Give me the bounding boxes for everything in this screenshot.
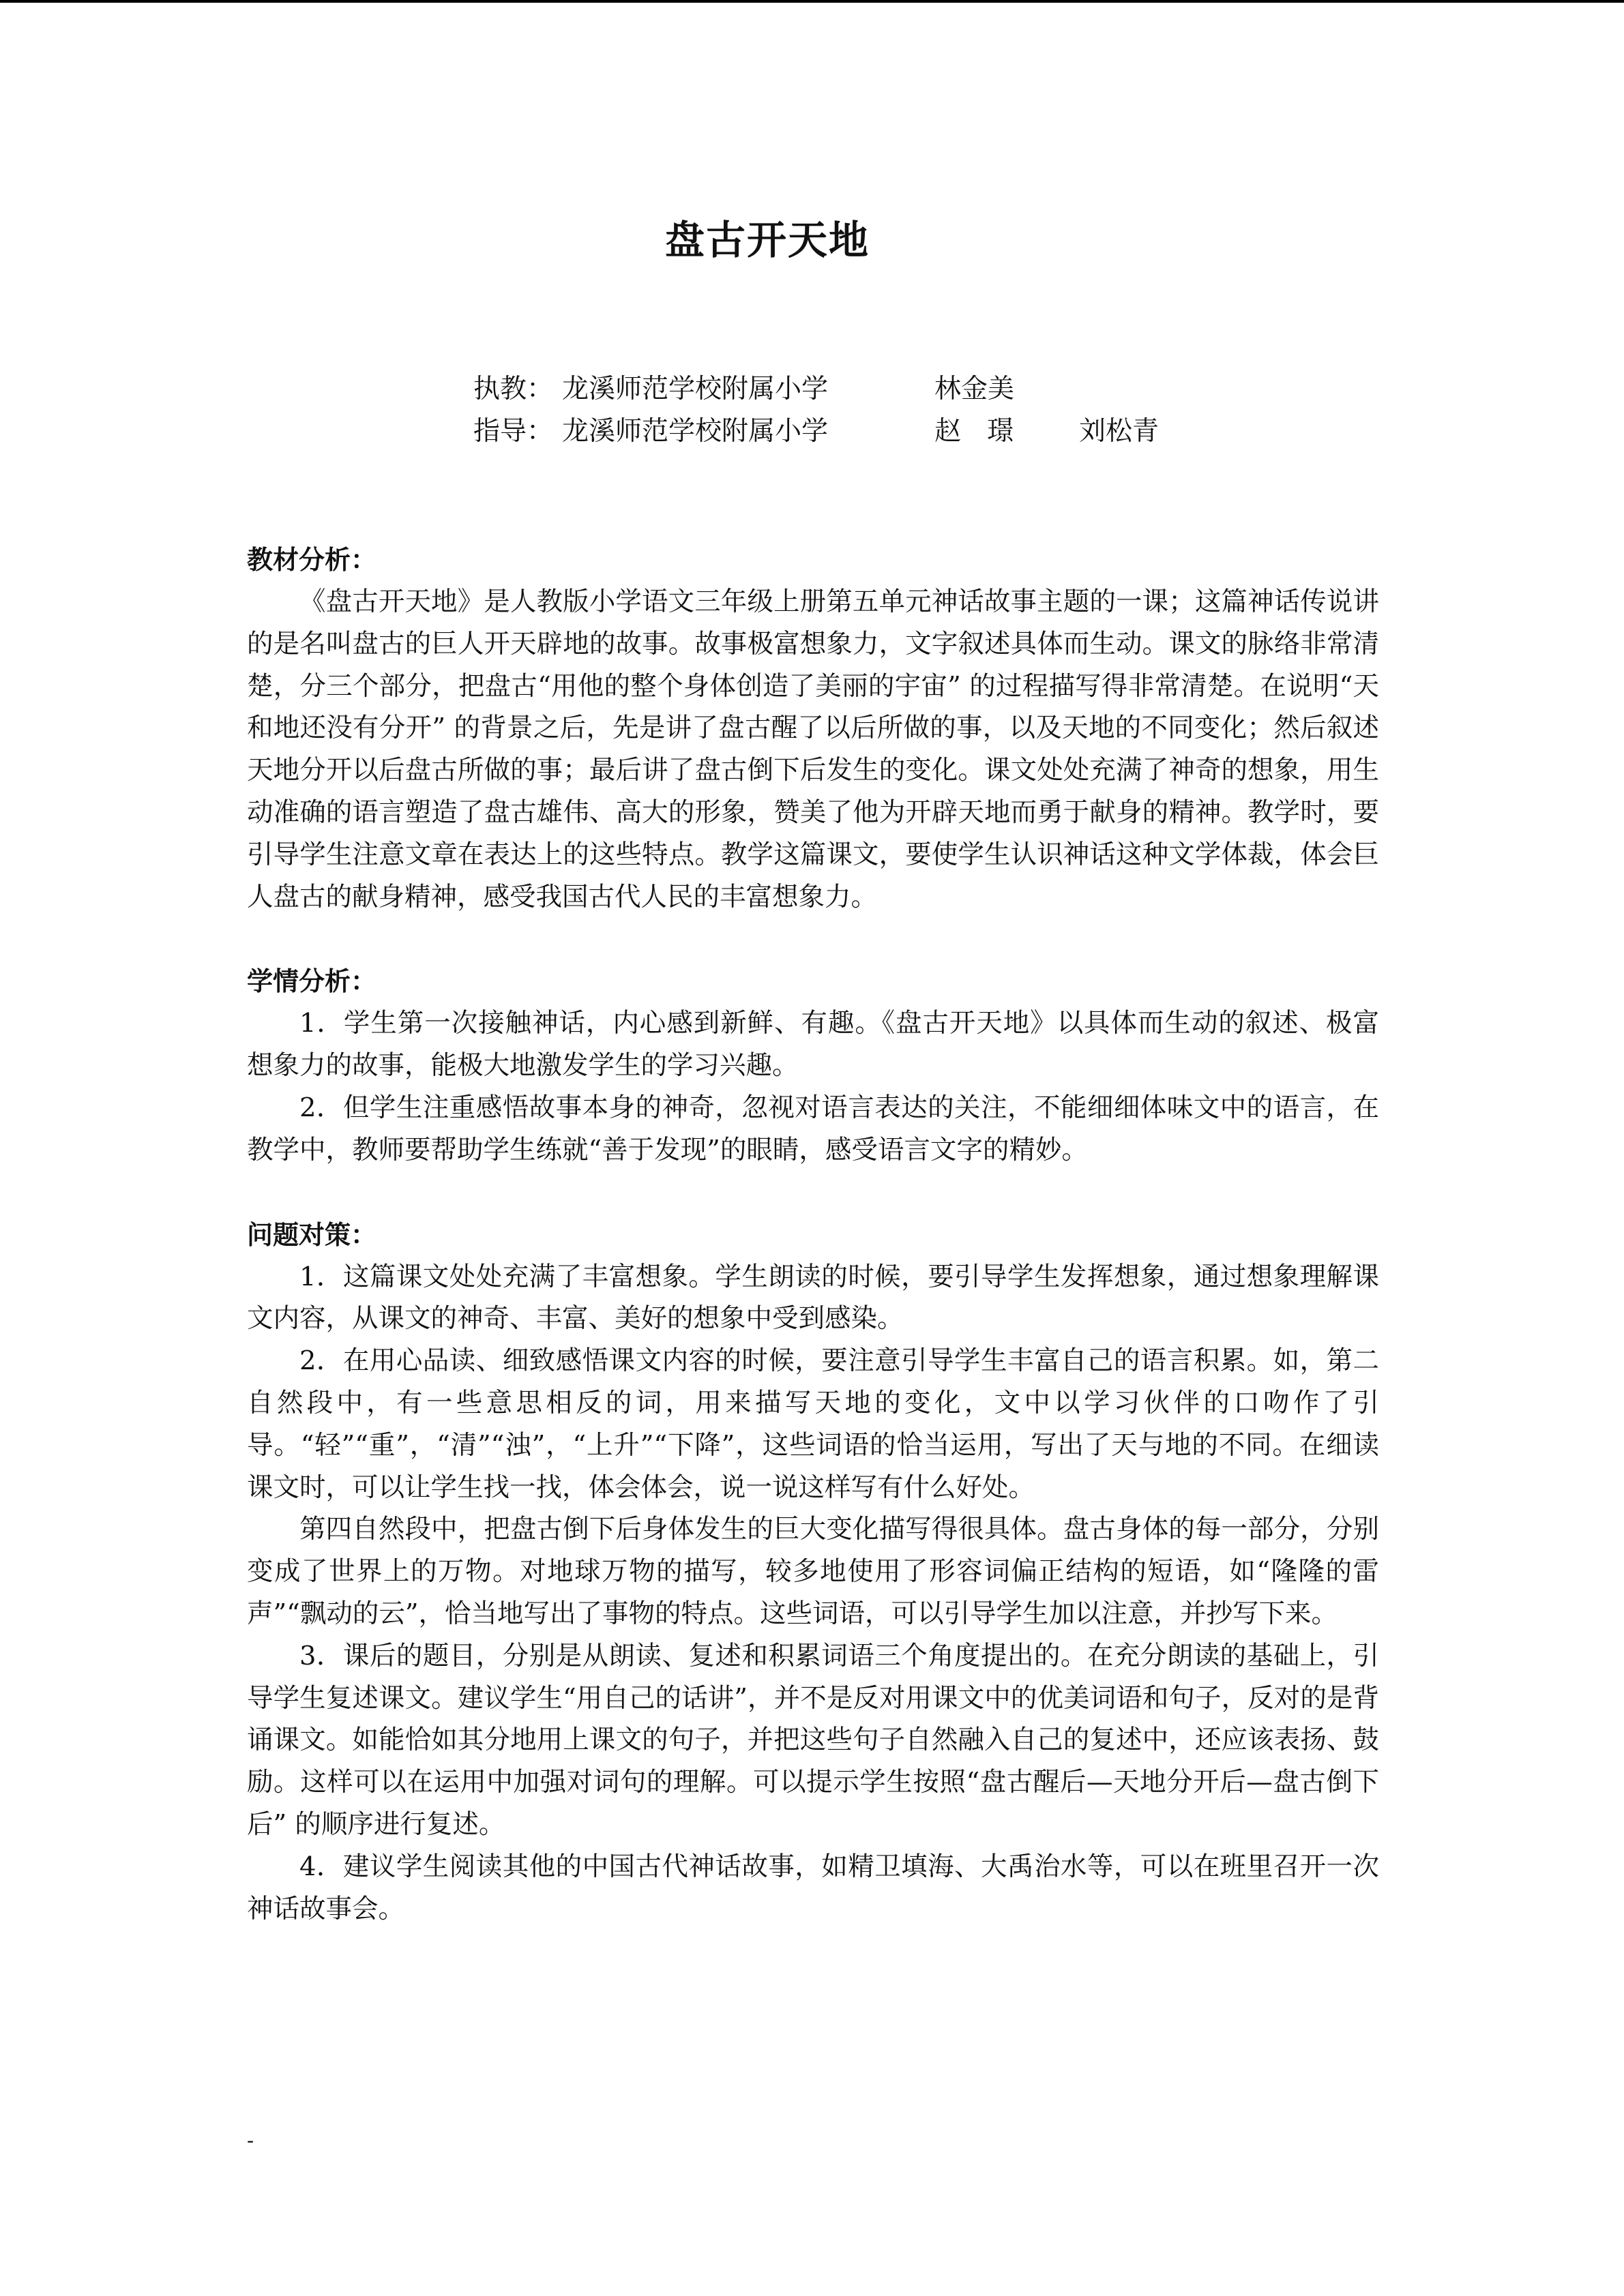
paragraph: 3．课后的题目，分别是从朗读、复述和积累词语三个角度提出的。在充分朗读的基础上，引导学生复述课文。建议学生“用自己的话讲”，并不是反对用课文中的优美词语和句子，反对的是背诵课文。如能恰如其分地用上课文的句子，并把这些句子自然融入自己的复述中，还应该表扬、鼓励。这样可以在运用中加强对词句的理解。可以提示学生按照“盘古醒后—天地分开后—盘古倒下后” 的顺序进行复述。 <box>247 1640 1379 1840</box>
paragraph: 《盘古开天地》是人教版小学语文三年级上册第五单元神话故事主题的一课；这篇神话传说讲的是名叫盘古的巨人开天辟地的故事。故事极富想象力，文字叙述具体而生动。课文的脉络非常清楚，分三个部分，把盘古“用他的整个身体创造了美丽的宇宙” 的过程描写得非常清楚。在说明“天和地还没有分开” 的背景之后，先是讲了盘古醒了以后所做的事，以及天地的不同变化；然后叙述天地分开以后盘古所做的事；最后讲了盘古倒下后发生的变化。课文处处充满了神奇的想象，用生动准确的语言塑造了盘古雄伟、高大的形象，赞美了他为开辟天地而勇于献身的精神。教学时，要引导学生注意文章在表达上的这些特点。教学这篇课文，要使学生认识神话这种文学体裁，体会巨人盘古的献身精神，感受我国古代人民的丰富想象力。 <box>247 586 1379 912</box>
document-title: 盘古开天地 <box>664 217 870 263</box>
paragraph: 1．学生第一次接触神话，内心感到新鲜、有趣。《盘古开天地》以具体而生动的叙述、极富想象力的故事，能极大地激发学生的学习兴趣。 <box>247 1008 1379 1082</box>
footer-mark: - <box>247 2129 254 2153</box>
credit-name: 赵璟 <box>934 416 1040 447</box>
section-student-analysis <box>247 960 1379 1171</box>
top-border-line <box>0 0 1624 3</box>
document-body <box>247 539 1379 1972</box>
credit-name: 林金美 <box>934 374 1015 404</box>
section-heading: 学情分析： <box>247 966 377 997</box>
paragraph: 1．这篇课文处处充满了丰富想象。学生朗读的时候，要引导学生发挥想象，通过想象理解课文内容，从课文的神奇、丰富、美好的想象中受到感染。 <box>247 1261 1379 1335</box>
credit-name: 刘松青 <box>1079 416 1160 447</box>
paragraph: 4．建议学生阅读其他的中国古代神话故事，如精卫填海、大禹治水等，可以在班里召开一次神话故事会。 <box>247 1851 1379 1924</box>
credit-school: 龙溪师范学校附属小学 <box>562 416 829 447</box>
paragraph: 2．但学生注重感悟故事本身的神奇，忽视对语言表达的关注，不能细细体味文中的语言，在教学中，教师要帮助学生练就“善于发现”的眼睛，感受语言文字的精妙。 <box>247 1092 1379 1165</box>
credit-role: 执教： <box>473 374 554 404</box>
paragraph: 2．在用心品读、细致感悟课文内容的时候，要注意引导学生丰富自己的语言积累。如，第二自然段中，有一些意思相反的词，用来描写天地的变化，文中以学习伙伴的口吻作了引导。“轻”“重”，“清”“浊”，“上升”“下降”，这些词语的恰当运用，写出了天与地的不同。在细读课文时，可以让学生找一找，体会体会，说一说这样写有什么好处。 <box>247 1345 1379 1503</box>
credit-role: 指导： <box>473 416 554 447</box>
section-textbook-analysis <box>247 539 1379 918</box>
section-strategies <box>247 1214 1379 1930</box>
section-heading: 问题对策： <box>247 1219 377 1250</box>
paragraph: 第四自然段中，把盘古倒下后身体发生的巨大变化描写得很具体。盘古身体的每一部分，分别变成了世界上的万物。对地球万物的描写，较多地使用了形容词偏正结构的短语，如“隆隆的雷声”“飘动的云”，恰当地写出了事物的特点。这些词语，可以引导学生加以注意，并抄写下来。 <box>247 1514 1379 1629</box>
credit-school: 龙溪师范学校附属小学 <box>562 374 829 404</box>
section-heading: 教材分析： <box>247 545 377 575</box>
